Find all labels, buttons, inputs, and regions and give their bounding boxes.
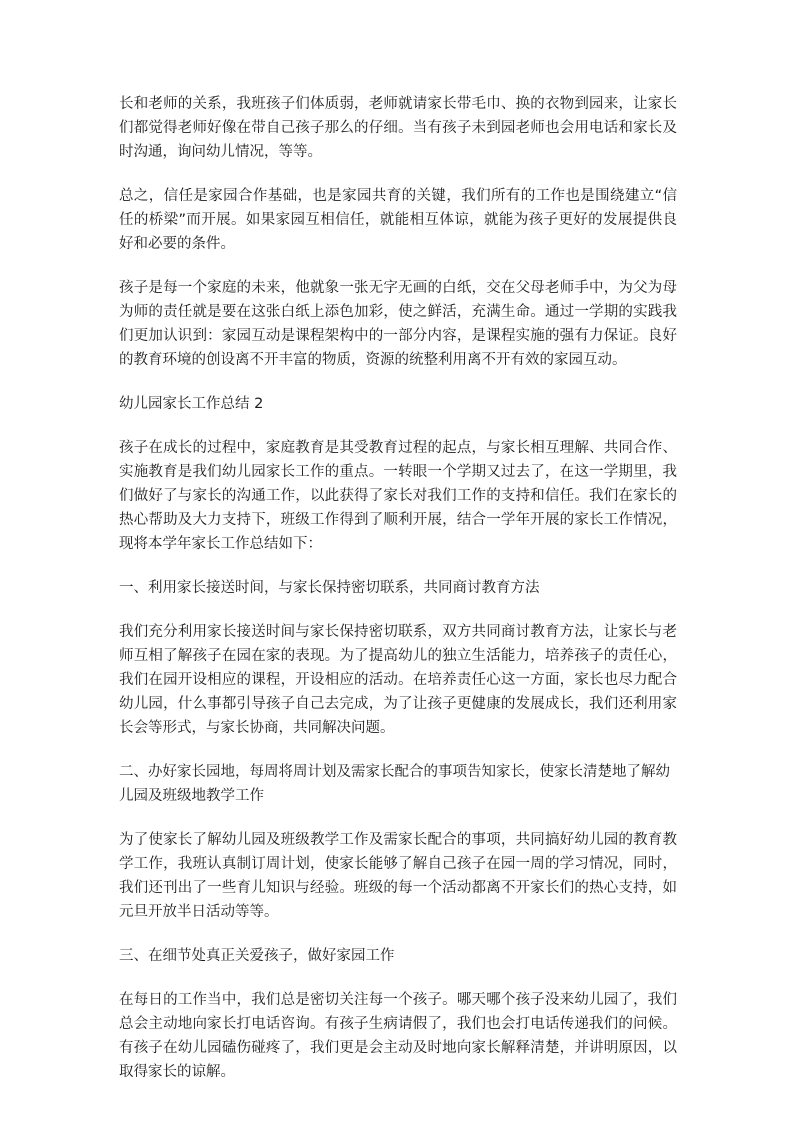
paragraph-2: 总之，信任是家园合作基础，也是家园共育的关键，我们所有的工作也是围绕建立“信任的桥梁”而开展。如果家园互相信任，就能相互体谅，就能为孩子更好的发展提供良好和必要的条件。	[119, 188, 677, 252]
subheading-1: 一、利用家长接送时间，与家长保持密切联系，共同商讨教育方法	[119, 580, 540, 596]
paragraph-3: 孩子是每一个家庭的未来，他就象一张无字无画的白纸，交在父母老师手中，为父为母为师的责任就是要在这张白纸上添色加彩，使之鲜活，充满生命。通过一学期的实践我们更加认识到：家园互动是课程架构中的一部分内容，是课程实施的强有力保证。良好的教育环境的创设离不开丰富的物质，资源的统整利用离不开有效的家园互动。	[119, 280, 677, 368]
section-title: 幼儿园家长工作总结 2	[119, 396, 264, 412]
paragraph-6: 为了使家长了解幼儿园及班级教学工作及需家长配合的事项，共同搞好幼儿园的教育教学工作，我班认真制订周计划，使家长能够了解自己孩子在园一周的学习情况，同时，我们还刊出了一些育儿知识与经验。班级的每一个活动都离不开家长们的热心支持，如元旦开放半日活动等等。	[119, 832, 677, 920]
subheading-2: 二、办好家长园地，每周将周计划及需家长配合的事项告知家长，使家长清楚地了解幼儿园及班级地教学工作	[119, 764, 670, 804]
paragraph-1: 长和老师的关系，我班孩子们体质弱，老师就请家长带毛巾、换的衣物到园来，让家长们都觉得老师好像在带自己孩子那么的仔细。当有孩子未到园老师也会用电话和家长及时沟通，询问幼儿情况，等等。	[119, 96, 677, 160]
paragraph-4: 孩子在成长的过程中，家庭教育是其受教育过程的起点，与家长相互理解、共同合作、实施教育是我们幼儿园家长工作的重点。一转眼一个学期又过去了，在这一学期里，我们做好了与家长的沟通工作，以此获得了家长对我们工作的支持和信任。我们在家长的热心帮助及大力支持下，班级工作得到了顺利开展，结合一学年开展的家长工作情况，现将本学年家长工作总结如下：	[119, 440, 677, 552]
subheading-3: 三、在细节处真正关爱孩子，做好家园工作	[119, 948, 395, 964]
document-page	[119, 92, 677, 1104]
paragraph-7: 在每日的工作当中，我们总是密切关注每一个孩子。哪天哪个孩子没来幼儿园了，我们总会主动地向家长打电话咨询。有孩子生病请假了，我们也会打电话传递我们的问候。有孩子在幼儿园磕伤碰疼了，我们更是会主动及时地向家长解释清楚，并讲明原因，以取得家长的谅解。	[119, 992, 677, 1080]
paragraph-5: 我们充分利用家长接送时间与家长保持密切联系，双方共同商讨教育方法，让家长与老师互相了解孩子在园在家的表现。为了提高幼儿的独立生活能力，培养孩子的责任心，我们在园开设相应的课程，开设相应的活动。在培养责任心这一方面，家长也尽力配合幼儿园，什么事都引导孩子自己去完成，为了让孩子更健康的发展成长，我们还利用家长会等形式，与家长协商，共同解决问题。	[119, 624, 677, 736]
